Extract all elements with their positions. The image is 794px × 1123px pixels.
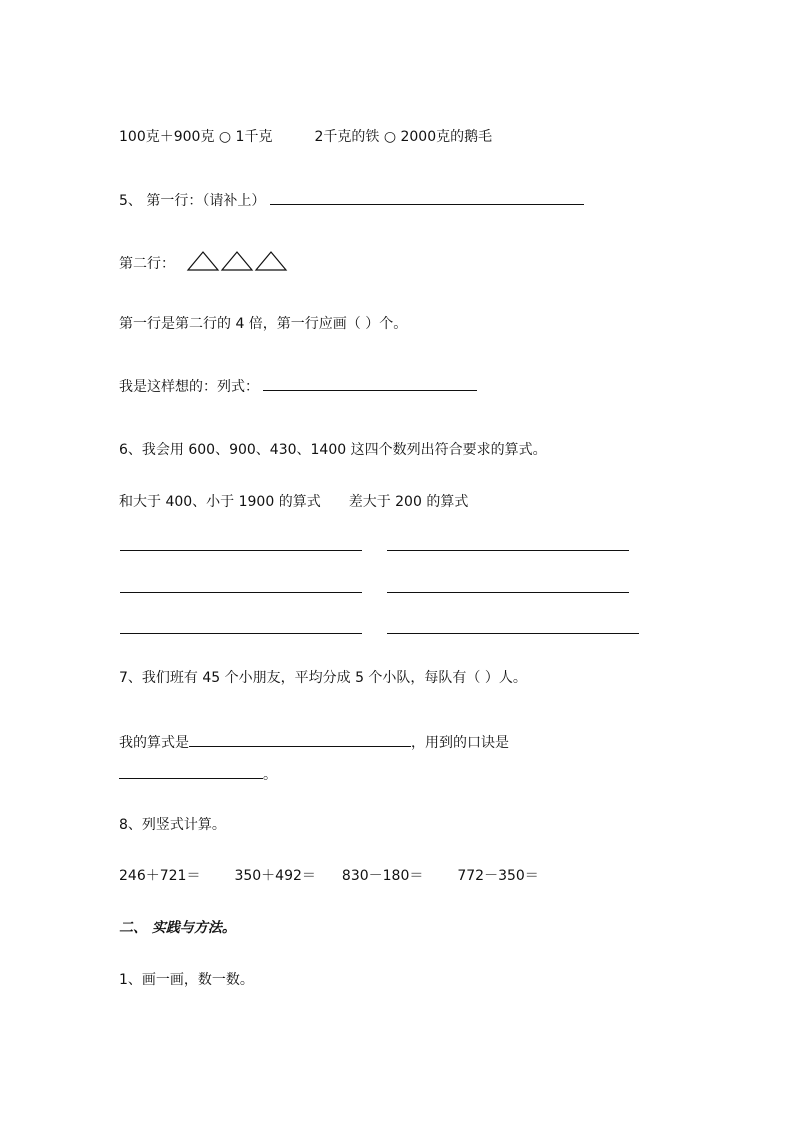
q5-statement: 第一行是第二行的 4 倍，第一行应画（ ）个。	[119, 316, 408, 332]
q7-formula-label: 我的算式是	[119, 735, 189, 751]
q4-row	[119, 127, 492, 147]
q5-row2	[119, 254, 175, 274]
q7-formula-row	[119, 732, 509, 753]
q6-col1-header: 和大于 400、小于 1900 的算式	[119, 494, 321, 510]
q8-item-2: 350＋492＝	[234, 868, 316, 884]
triangle-icon	[188, 252, 218, 270]
q7-formula-blank[interactable]	[189, 732, 411, 747]
q8-item-3: 830－180＝	[341, 868, 424, 884]
q6-col2-blank-1[interactable]	[387, 550, 629, 551]
q4-right: 2千克的铁 ○ 2000克的鹅毛	[314, 129, 493, 145]
q8-items	[119, 866, 539, 886]
q7-rhyme-blank[interactable]	[119, 764, 263, 779]
q5-formula-blank[interactable]	[263, 376, 477, 391]
q5-row1-blank[interactable]	[270, 190, 584, 205]
section2-title: 二、 实践与方法。	[119, 920, 236, 936]
q7-prompt: 7、我们班有 45 个小朋友，平均分成 5 个小队，每队有（ ）人。	[119, 670, 527, 686]
q6-col2-blank-3[interactable]	[387, 633, 639, 634]
q5-row1-label: 5、 第一行：（请补上）	[119, 193, 266, 209]
q6-col1-blank-2[interactable]	[120, 592, 362, 593]
q6-headers	[119, 492, 468, 512]
q8-prompt: 8、列竖式计算。	[119, 817, 226, 833]
q7-period: 。	[263, 767, 277, 783]
q8-item-1: 246＋721＝	[119, 868, 201, 884]
triangles-group	[186, 250, 290, 272]
triangle-icon	[256, 252, 286, 270]
q8-item-4: 772－350＝	[457, 868, 539, 884]
section2-q1: 1、画一画，数一数。	[119, 972, 254, 988]
q6-prompt: 6、我会用 600、900、430、1400 这四个数列出符合要求的算式。	[119, 442, 547, 458]
triangle-icon	[222, 252, 252, 270]
q5-think	[119, 376, 477, 397]
q5-row1	[119, 190, 584, 211]
q7-rhyme-row	[119, 764, 277, 785]
q6-col2-blank-2[interactable]	[387, 592, 629, 593]
q6-col1-blank-1[interactable]	[120, 550, 362, 551]
q7-rhyme-label: ，用到的口诀是	[411, 735, 509, 751]
q5-think-label: 我是这样想的：列式：	[119, 379, 259, 395]
q6-col1-blank-3[interactable]	[120, 633, 362, 634]
q6-col2-header: 差大于 200 的算式	[348, 494, 469, 510]
q4-left: 100克＋900克 ○ 1千克	[119, 129, 273, 145]
q5-row2-label: 第二行：	[119, 256, 175, 272]
